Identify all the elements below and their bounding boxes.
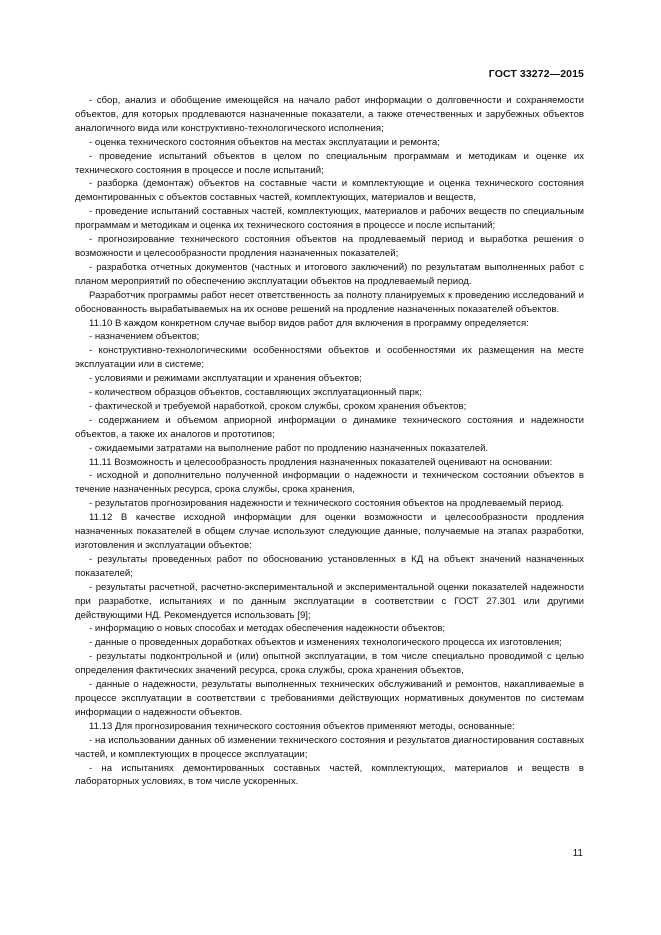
paragraph: - разработка отчетных документов (частных и итогового заключений) по результатам выполненных работ с планом мероприятий по обеспечению эксплуатации объектов на продлеваемый период. (75, 261, 584, 287)
paragraph: - исходной и дополнительно полученной информации о надежности и техническом состоянии объектов в течение назначенных ресурса, срока службы, срока хранения, (75, 470, 584, 496)
paragraph: - разборка (демонтаж) объектов на составные части и комплектующие и оценка технического состояния демонтированных с объектов составных частей, комплектующих, материалов и веществ, (75, 178, 584, 204)
paragraph: - проведение испытаний составных частей, комплектующих, материалов и рабочих веществ по специальным программам и методикам и оценка их технического состояния в процессе и после испытаний; (75, 206, 584, 232)
page-number: 11 (572, 848, 583, 859)
paragraph: - проведение испытаний объектов в целом по специальным программам и методикам и оценке их технического состояния в процессе и после испытаний; (75, 150, 584, 176)
paragraph: - ожидаемыми затратами на выполнение работ по продлению назначенных показателей. (89, 442, 489, 454)
clause-11-10: 11.10 В каждом конкретном случае выбор видов работ для включения в программу определяется: (89, 317, 529, 329)
paragraph: - информацию о новых способах и методах обеспечения надежности объектов; (89, 623, 446, 635)
paragraph: - данные о надежности, результаты выполненных технических обслуживаний и ремонтов, накапливаемые в процессе эксплуатации в соответствии с требованиями действующих нормативных документов по системам информации о надежности объектов. (75, 679, 584, 718)
paragraph: Разработчик программы работ несет ответственность за полноту планируемых к проведению исследований и обоснованность вырабатываемых на их основе решений на продление назначенных показателей объектов. (75, 289, 584, 315)
paragraph: - оценка технического состояния объектов на местах эксплуатации и ремонта; (89, 136, 440, 148)
paragraph: - сбор, анализ и обобщение имеющейся на начало работ информации о долговечности и сохраняемости объектов, для которых продлеваются назначенные показатели, а также отечественных и зарубежных объектов аналогичного вида или конструктивно-технологического исполнения; (75, 95, 584, 134)
paragraph: - содержанием и объемом априорной информации о динамике технического состояния и надежности объектов, а также их аналогов и прототипов; (75, 414, 584, 440)
paragraph: - условиями и режимами эксплуатации и хранения объектов; (89, 373, 362, 385)
paragraph: - конструктивно-технологическими особенностями объектов и особенностями их размещения на месте эксплуатации или в системе; (75, 345, 584, 371)
clause-11-11: 11.11 Возможность и целесообразность продления назначенных показателей оценивают на основании: (89, 456, 553, 468)
standard-designation: ГОСТ 33272—2015 (488, 68, 584, 80)
paragraph: - результаты подконтрольной и (или) опытной эксплуатации, в том числе специально проводимой с целью определения фактических значений ресурса, срока службы, срока хранения объектов, (75, 651, 584, 677)
body-text (75, 94, 584, 789)
paragraph: - назначением объектов; (89, 331, 200, 343)
clause-11-12: 11.12 В качестве исходной информации для оценки возможности и целесообразности продления назначенных показателей в общем случае используют следующие данные, получаемые на этапах разработки, изготовления и эксплуатации объектов: (75, 512, 584, 551)
paragraph: - на использовании данных об изменении технического состояния и результатов диагностирования составных частей, и комплектующих в процессе эксплуатации; (75, 734, 584, 760)
paragraph: - количеством образцов объектов, составляющих эксплуатационный парк; (89, 387, 422, 399)
paragraph: - результатов прогнозирования надежности и технического состояния объектов на продлеваемый период. (89, 498, 564, 510)
paragraph: - данные о проведенных доработках объектов и изменениях технологического процесса их изготовления; (89, 637, 562, 649)
paragraph: - результаты расчетной, расчетно-экспериментальной и экспериментальной оценки показателей надежности при разработке, испытаниях и по данным эксплуатации в соответствии с ГОСТ 27.301 или другими действующими НД. Рекомендуется использовать [9]; (75, 581, 584, 621)
paragraph: - на испытаниях демонтированных составных частей, комплектующих, материалов и веществ в лабораторных условиях, в том числе ускоренных. (75, 762, 584, 788)
paragraph: - прогнозирование технического состояния объектов на продлеваемый период и выработка решения о возможности и целесообразности продления назначенных показателей; (75, 234, 584, 259)
paragraph: - фактической и требуемой наработкой, сроком службы, сроком хранения объектов; (89, 400, 467, 412)
paragraph: - результаты проведенных работ по обоснованию установленных в КД на объект значений назначенных показателей; (75, 553, 584, 579)
clause-11-13: 11.13 Для прогнозирования технического состояния объектов применяют методы, основанные: (89, 720, 515, 732)
